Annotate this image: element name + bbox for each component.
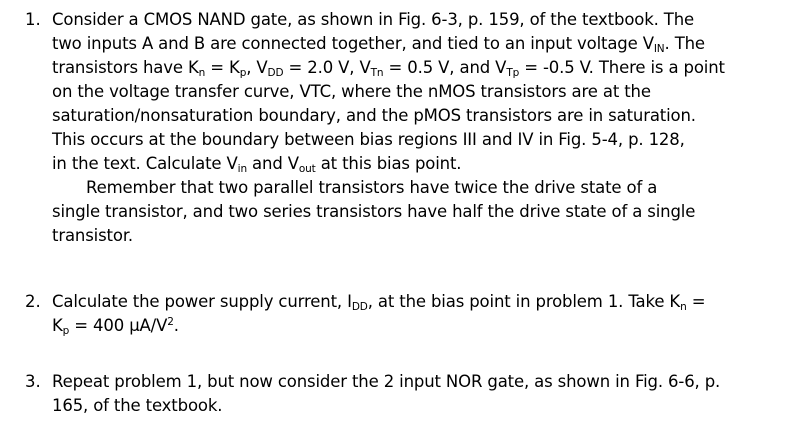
text-line: two inputs A and B are connected together, and tied to an input voltage $V_{IN}$. The [52,34,705,55]
problem-number: 1. [25,10,41,29]
problem-number: 3. [25,372,41,391]
subscript: DD [267,67,284,79]
subscript: p [62,325,70,337]
subscript: IN [653,43,665,55]
text-line: single transistor, and two series transistors have half the drive state of a single [52,202,696,221]
text-line: Calculate the power supply current, $I_{DD}$, at the bias point in problem 1. Take $K_n$ = [52,292,706,313]
text-line: on the voltage transfer curve, VTC, where the nMOS transistors are at the [52,82,651,101]
subscript: Tn [370,67,384,79]
subscript: out [298,163,316,175]
subscript: DD [351,301,368,313]
text-line: 165, of the textbook. [52,396,223,415]
subscript: n [680,301,687,313]
superscript: 2 [167,316,174,328]
text-line: saturation/nonsaturation boundary, and the pMOS transistors are in saturation. [52,106,696,125]
subscript: n [198,67,206,79]
text-line: This occurs at the boundary between bias regions III and IV in Fig. 5-4, p. 128, [52,130,685,149]
subscript: p [239,67,247,79]
text-line: in the text. Calculate $V_{in}$ and $V_{out}$ at this bias point. [52,154,462,175]
text-line: Consider a CMOS NAND gate, as shown in Fig. 6-3, p. 159, of the textbook. The [52,10,695,29]
subscript: Tp [506,67,520,79]
text-line: transistors have $K_n = K_p$, $V_{DD} = 2.0$ V, $V_{Tn} = 0.5$ V, and $V_{Tp} = -0.5$ V. There is a point [52,58,725,79]
subscript: in [237,163,247,175]
text-line: Remember that two parallel transistors have twice the drive state of a [86,178,658,197]
text-line: $K_p = 400$ $\mu A/V^2$. [52,316,179,337]
problem-number: 2. [25,292,41,311]
text-line: Repeat problem 1, but now consider the 2 input NOR gate, as shown in Fig. 6-6, p. [52,372,721,391]
text-line: transistor. [52,226,134,245]
